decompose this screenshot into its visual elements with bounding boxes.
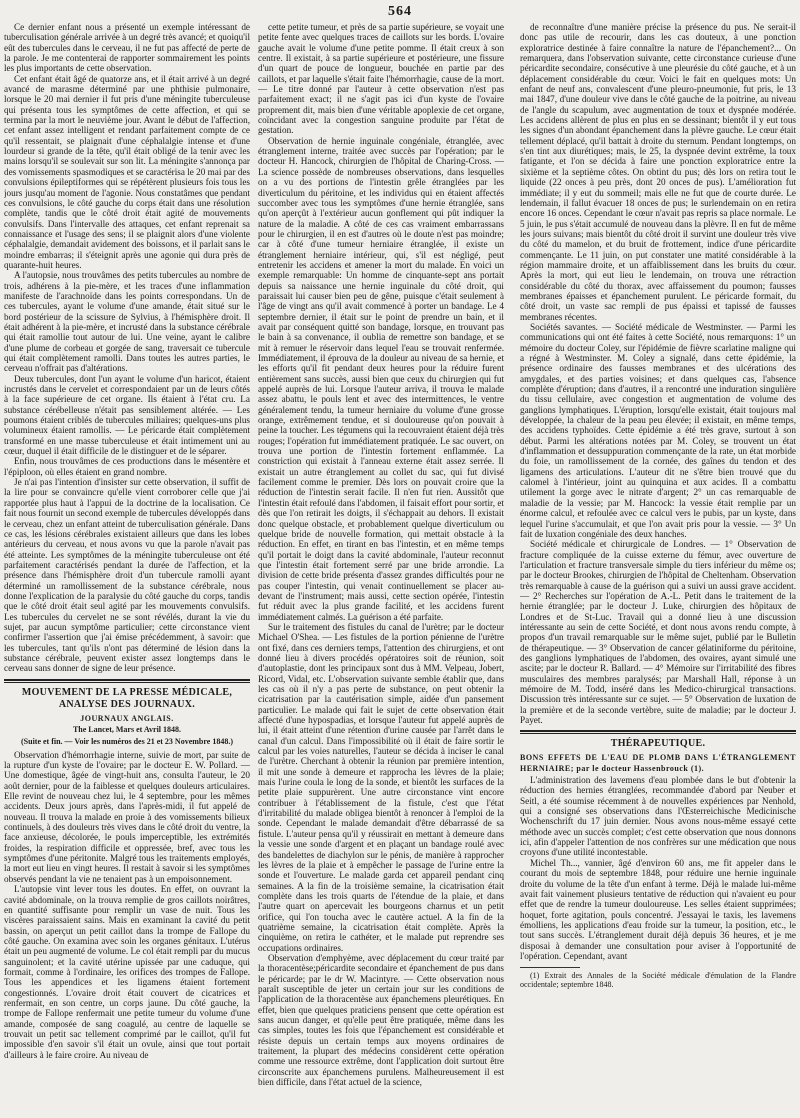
paragraph: Sociétés savantes. — Société médicale de Westminster. — Parmi les communications qui ont été faites à cette Société, nous remarquons: 1° un mémoire du docteur Coley, sur l'épidémie de fièvre scarlatine maligne qui a régné à Westminster. M. Coley a signalé, dans cette épidémie, la présence ordinaire des fausses membranes et des ulcérations des amygdales, et des parties voisines; et dans quelques cas, l'absence complète d'éruption; dans d'autres, il a rencontré une induration singulière du tissu cellulaire, avec congestion et augmentation de volume des ganglions lymphatiques. L'éruption, lorsqu'elle existait, était toujours mal développée, la chaleur de la peau peu élevée; il existait, en même temps, des accidens typhoïdes. Cette épidémie a été très grave, surtout à son début. Parmi les altérations notées par M. Coley, se trouvent un état d'inflammation et dessuppuration commençante de la rate, un état morbide du foie, un ramollissement de la cornée, des gaînes du tendon et des ligamens des articulations. L'auteur dit ne s'être bien trouvé que du calomel à l'intérieur, joint au quinquina et aux acides. Il a combattu utilement la gorge avec le nitrate d'argent; 2° un cas remarquable de maladie de la vessie; par M. Hancock: la vessie était remplie par un énorme calcul, et refoulée avec ce calcul vers le pubis, par un kyste, dans lequel l'urine s'accumulait, et que l'on avait pris pour la vessie. — 3° Un fait de luxation congéniale des deux hanches. (520, 321, 796, 539)
paragraph: Enfin, nous trouvâmes de ces productions dans le mésentère et l'épiploon, où elles étaient en grand nombre. (4, 456, 250, 477)
section-divider (4, 679, 250, 683)
journal-note: (Suite et fin. — Voir les numéros des 21 et 23 Novembre 1848.) (21, 737, 233, 747)
paragraph: Observation d'hémorrhagie interne, suivie de mort, par suite de la rupture d'un kyste de l'ovaire; par le docteur E. W. Pollard. — Une domestique, âgée de vingt-huit ans, consulta l'auteur, le 20 août dernier, pour de la faiblesse et quelques douleurs articulaires. Elle revint de nouveau chez lui, le 4 septembre, pour les mêmes accidents. Deux jours après, dans l'après-midi, il fut appelé de nouveau. Il trouva la malade en proie à des vomissements bilieux continuels, à des douleurs très vives dans le côté droit du ventre, la face anxieuse, décolorée, le pouls imperceptible, les extrémités froides, la respiration difficile et oppressée, bref, avec tous les symptômes d'une péritonite. Malgré tous les traitements employés, la mort eut lieu en vingt heures. Il restait à savoir si les symptômes observés pendant la vie ne tenaient pas à un empoisonnement. (4, 749, 250, 884)
paragraph: Ce dernier enfant nous a présenté un exemple intéressant de tuberculisation générale arrivée à un degré très avancé; et quoiqu'il eût des tubercules dans le cerveau, il ne fut pas affecté de perte de la parole. Je me contenterai de rapporter sommairement les points les plus importants de cette observation. (4, 22, 250, 74)
middle-column (258, 22, 504, 1112)
paragraph: A l'autopsie, nous trouvâmes des petits tubercules au nombre de trois, adhérens à la pie-mère, et les traces d'une inflammation manifeste de l'arachnoïde dans les points correspondans. Un de ces tubercules, ayant le volume d'une amande, était situé sur le bord postérieur de la scissure de Sylvius, à l'hémisphère droit. Il était adhérent à la pie-mère, et incrusté dans la substance cérébrale qui était ramollie tout autour de lui. Une veine, ayant le calibre d'une plume de corbeau et gorgée de sang, traversait ce tubercule qui était complètement ramolli. Dans toutes les autres parties, le cerveau n'offrait pas d'altérations. (4, 270, 250, 374)
section-title: THÉRAPEUTIQUE. (610, 738, 706, 750)
footnote-divider (520, 967, 580, 968)
footnote: (1) Extrait des Annales de la Société médicale d'émulation de la Flandre occidentale; septembre 1848. (520, 971, 796, 990)
paragraph: Cet enfant était âgé de quatorze ans, et il était arrivé à un degré avancé de marasme déterminé par une phthisie pulmonaire, lorsque le 20 mai dernier il fut pris d'une méningite tuberculeuse qui présenta tous les symptômes de cette affection, et qui se termina par la mort le neuvième jour. Avant le début de l'affection, cet enfant assez intelligent et rendant parfaitement compte de ce qu'il ressentait, se plaignait d'une céphalalgie intense et d'une lourdeur si grande de la tête, qu'il était obligé de la tenir avec les mains lorsqu'il se soulevait sur son lit. La méningite s'annonça par des vomissements spasmodiques et se caractérisa le 20 mai par des convulsions épileptiformes qui se répétèrent plusieurs fois tous les jours jusqu'au moment de l'agonie. Nous constatâmes que pendant ces convulsions, le côté gauche du corps était dans une résolution complète, tandis que le côté droit était agité de mouvements convulsifs. Dans l'intervalle des attaques, cet enfant reprenait sa connaissance et l'usage des sens; il se plaignit alors d'une violente céphalalgie, demandait avidement des boissons, et il parlait sans le moindre embarras; il s'éteignit après une agonie qui dura près de quarante-huit heures. (4, 73, 250, 270)
section-divider (520, 730, 796, 734)
paragraph: Observation de hernie inguinale congéniale, étranglée, avec étranglement interne, traitée avec succès par l'opération; par le docteur H. Hancock, chirurgien de l'hôpital de Charing-Cross. — La science possède de nombreuses observations, dans lesquelles on a vu des portions de l'intestin grêle étranglées par les diverticulum du péritoine, et les individus qui en étaient affectés succomber avec tous les symptômes d'une hernie étranglée, sans qu'on aperçût à l'extérieur aucun gonflement qui pût indiquer la nature de la maladie. A côté de ces cas vraiment embarrassans pour le chirurgien, il en est d'autres où le doute n'est pas moindre; car à côté d'une tumeur herniaire étranglée, il existe un étranglement herniaire intérieur, qui, s'il est négligé, peut entretenir les accidens et amener la mort du malade. En voici un exemple remarquable: Un homme de cinquante-sept ans portait depuis sa naissance une hernie inguinale du côté droit, qui paraissait lui causer bien peu de gêne, puisque c'était seulement à l'âge de vingt ans qu'il avait commencé à porter un bandage. Le 4 septembre dernier, il était sur le point de prendre un bain, et il avait par conséquent quitté son bandage, lorsque, en trouvant pas le bain à sa convenance, il oublia de remettre son bandage, et se mit à remuer le réservoir dans lequel l'eau se trouvait renfermée. Immédiatement, il éprouva de la douleur au niveau de sa hernie, et les efforts qu'il fit pendant deux heures pour la réduire furent entièrement sans succès, aussi bien que ceux du chirurgien qui fut appelé auprès de lui. Lorsque l'auteur arriva, il trouva le malade assez abattu, le pouls lent et avec des intermittences, le ventre généralement tendu, la tumeur herniaire du volume d'une grosse orange, extrêmement tendue, et si douloureuse qu'on pouvait à peine la toucher. Les tégumens qui la recouvraient étaient déjà très rouges; l'opération fut immédiatement pratiquée. Le sac ouvert, on trouva une portion de l'intestin fortement enflammée. La constriction qui existait à l'anneau externe était assez serrée. Il existait un autre étranglement au collet du sac, qui fut divisé facilement comme le premier. Dès lors on pouvait croire que la réduction de l'intestin serait facile. Il n'en fut rien. Aussitôt que l'intestin était refoulé dans l'abdomen, il faisait effort pour sortir, et dès que l'on retirait les doigts, il s'échappait au dehors. Il existait donc quelque obstacle, et probablement quelque diverticulum ou quelque bride de nouvelle formation, qui mettait obstacle à la réduction. En effet, en tirant en bas l'intestin, et en même temps qu'il portait le doigt dans la cavité abdominale, l'auteur reconnut que l'intestin était fortement serré par une bride arrondie. La division de cette bride présenta d'assez grandes difficultés pour ne pas couper l'intestin, qui venait continuellement se placer au-devant de l'instrument; mais aussi, cette section opérée, l'intestin fut réduit avec la plus grande facilité, et les accidens furent immédiatement calmés. La guérison a été parfaite. (258, 135, 504, 622)
journal-issue: The Lancet, Mars et Avril 1848. (72, 725, 182, 734)
paragraph: Michel Th..., vannier, âgé d'environ 60 ans, me fit appeler dans le courant du mois de septembre 1848, pour réduire une hernie inguinale droite du volume de la tête d'un enfant à terme. Déjà le malade lui-même avait fait vainement plusieurs tentative de réduction qui n'avaient eu pour effet que de rendre la tumeur douloureuse. Les selles étaient supprimées; hoquet, forte agitation, pouls concentré. J'essayai le taxis, les lavemens émolliens, les applications d'eau froide sur la tumeur, la position, etc., le tout sans succès. L'étranglement durait déjà depuis 36 heures, et je me disposai à demander une consultation pour aviser à l'opportunité de l'opération. Cependant, avant (520, 857, 796, 961)
paragraph: L'administration des lavemens d'eau plombée dans le but d'obtenir la réduction des hernies étranglées, recommandée d'abord par Neuber et Seitl, a été soumise récemment à de nouvelles expériences par Nenhold, qui a consigné ses observations dans l'Œsterreichische Medicinische Wochenschrift du 17 juin dernier. Nous avons nous-même essayé cette méthode avec un succès complet; c'est cette observation que nous donnons ici, afin d'appeler l'attention de nos confrères sur une médication que nous croyons d'une utilité incontestable. (520, 775, 796, 858)
paragraph: L'autopsie vint lever tous les doutes. En effet, on ouvrant la cavité abdominale, on la trouva remplie de gros caillots noirâtres, en quantité suffisante pour remplir un vase de nuit. Tous les viscères paraissaient sains. Mais en examinant la cavité du petit bassin, on aperçut un petit caillot dans la trompe de Fallope du côté gauche. On examina avec soin les organes génitaux. L'utérus était un peu augmenté de volume. Le col était rempli par du mucus sanguinolent; et la cavité utérine upissée par une caduque, qui formait, comme à l'ordinaire, les orifices des trompes de Fallope. Tous les appendices et les ligamens étaient fortement congestionnés. L'ovaire droit était couvert de cicatrices et renfermait, en son centre, un corps jaune. Du côté gauche, la trompe de Fallope renfermait une petite tumeur du volume d'une amande, composée de sang coagulé, au centre de laquelle se trouvait un petit sac tellement comprimé par le caillot, qu'il fut impossible d'en savoir s'il était un ovule, ainsi que tout portait d'ailleurs à le faire croire. Au niveau de (4, 884, 250, 1060)
paragraph: Je n'ai pas l'intention d'insister sur cette observation, il suffit de la lire pour se convaincre qu'elle vient corroborer celle que j'ai rapportée plus haut à l'appui de la doctrine de la localisation. Ce fait nous fournit un second exemple de tubercules développés dans le cerveau, chez un enfant atteint de tuberculisation générale. Dans ce cas, les lésions cérébrales existaient ailleurs que dans les lobes antérieurs du cerveau, et nous avons vu que la parole n'avait pas été atteinte. Les symptômes de la méningite tuberculeuse ont été parfaitement caractérisés pendant la durée de l'affection, et la présence dans l'hémisphère droit d'un tubercule ramolli ayant déterminé un ramollissement de la substance cérébrale, nous donne l'explication de la paralysie du côté gauche du corps, tandis que le côté droit était seul agité par les mouvements convulsifs. Les tubercules du cervelet ne se sont révélés, durant la vie du sujet, par aucun symptôme particulier; cette circonstance vient confirmer l'assertion que j'ai émise précédemment, à savoir: que les tubercules, tant qu'ils n'ont pas déterminé de lésion dans la substance cérébrale, peuvent exister assez longtemps dans le cerveau sans donner de signe de leur présence. (4, 477, 250, 674)
left-column (4, 22, 250, 1112)
journal-heading: JOURNAUX ANGLAIS. (80, 713, 174, 723)
paragraph: cette petite tumeur, et près de sa partie supérieure, se voyait une petite fente avec quelques traces de caillots sur les bords. L'ovaire gauche avait le volume d'une petite pomme. Il était creux à son centre. Il existait, à sa partie supérieure et postérieure, une fissure d'un quart de pouce de longueur, bouchée en partie par des caillots, et par laquelle s'était faite l'hémorrhagie, cause de la mort. — Le titre donné par l'auteur à cette observation n'est pas parfaitement exact; il ne s'agit pas ici d'un kyste de l'ovaire proprement dit, mais bien d'une véritable apoplexie de cet organe, coïncidant avec la congestion sanguine produite par l'état de gestation. (258, 22, 504, 136)
article-title: BONS EFFETS DE L'EAU DE PLOMB DANS L'ÉTRANGLEMENT HERNIAIRE; par le docteur Hassenbrouck (1). (520, 753, 796, 773)
paragraph: Sur le traitement des fistules du canal de l'urètre; par le docteur Michael O'Shea. — Les fistules de la portion pénienne de l'urètre ont fixé, dans ces derniers temps, l'attention des chirurgiens, et ont donné lieu à divers procédés opératoires soit de réunion, soit d'autoplastie, dont les principaux sont dus à MM. Velpeau, Jobert, Ricord, Vidal, etc. L'observation suivante semble établir que, dans les cas où il n'y a pas perte de substance, on peut obtenir la cicatrisation par la cautérisation simple, aidée d'un pansement particulier. Le malade qui fait le sujet de cette observation était affecté d'une hypospadias, et lorsque l'auteur fut appelé auprès de lui, il était atteint d'une rétention d'urine causée par l'arrêt dans le canal d'un calcul. Dans l'impossibilité où il était de faire sortir le calcul par les voies naturelles, l'auteur se décida à inciser le canal de l'urètre. Cherchant à obtenir la réunion par première intention, il mit une sonde à demeure et rapprocha les lèvres de la plaie; mais l'urine coula le long de la sonde, et bientôt les surfaces de la petite plaie suppurèrent. Une autre circonstance vint encore contribuer à l'établissement de la fistule, c'est que l'état d'irritabilité du malade obligea bientôt à renoncer à l'emploi de la sonde. Cependant le malade demandait d'être débarrassé de sa fistule. L'auteur pensa qu'il y réussirait en mettant à demeure dans la vessie une sonde d'argent et en plaçant un bandage roulé avec des bandelettes de diachylon sur le pénis, de manière à rapprocher les lèvres de la plaie et à empêcher le passage de l'urine entre la sonde et l'ouverture. Le malade garda cet appareil pendant cinq semaines. A la fin de la troisième semaine, la cicatrisation était complète dans les trois quarts de l'étendue de la plaie, et dans l'autre quart on apercevait les bourgeons charnus et un petit orifice, qui l'on toucha avec le cautère actuel. A la fin de la quatrième semaine, la cicatrisation était complète. Après la cinquième, on retira le cathéter, et le malade put reprendre ses occupations ordinaires. (258, 621, 504, 953)
page-number: 564 (388, 4, 412, 19)
paragraph: Deux tubercules, dont l'un ayant le volume d'un haricot, étaient incrustés dans le cervelet et correspondaient par un de leurs côtés à la face supérieure de cet organe. Ils étaient à l'état cru. La substance cérébelleuse n'était pas sensiblement altérée. — Les poumons étaient criblés de tubercules miliaires; quelques-uns plus volumineux étaient ramollis. — Le péricarde était complètement transformé en une masse tuberculeuse et était intimement uni au cœur, duquel il était difficile de le distinguer et de le séparer. (4, 373, 250, 457)
paragraph: Société médicale et chirurgicale de Londres. — 1° Observation de fracture compliquée de la cuisse externe du fémur, avec ouverture de l'articulation et fracture transversale simple du tiers inférieur du même os; par le docteur Brookes, chirurgien de l'hôpital de Cheltenham. Observation très remarquable à cause de la guérison qui a suivi un aussi grave accident. — 2° Recherches sur l'opération de A.-L. Petit dans le traitement de la hernie étranglée; par le docteur J. Luke, chirurgien des hôpitaux de Londres et de St-Luc. Travail qui a donné lieu à une discussion intéressante au sein de cette Société, et dont nous avons rendu compte, à propos d'un travail remarquable sur le même sujet, publié par le Bulletin de thérapeutique. — 3° Observation de cancer gélatiniforme du péritoine, des ganglions lymphatiques de l'abdomen, des ovaires, ayant simulé une ascite; par le docteur R. Ballard. — 4° Mémoire sur l'irritabilité des fibres musculaires des membres paralysés; par Marshall Hall, réponse à un mémoire de M. Todd, inséré dans les Medico-chirurgical transactions. Discussion très intéressante sur ce sujet. — 5° Observation de luxation de la première et de la seconde vertèbre, suite de maladie; par le docteur J. Payet. (520, 539, 796, 726)
right-column (520, 22, 796, 1112)
paragraph: Observation d'emphyème, avec déplacement du cœur traité par la thoracentèse;péricardite secondaire et épanchement de pus dans le péricarde; par le dr W. Macintyre. — Cette observation nous paraît susceptible de jeter un certain jour sur les conditions de l'application de la thoracentèse aux épanchemens pleurétiques. En effet, bien que quelques praticiens pensent que cette opération est sans aucun danger, et qu'elle peut être pratiquée, même dans les cas simples, toutes les fois que l'épanchement est considérable et résiste depuis un certain temps aux moyens ordinaires de traitement, la plupart des médecins considèrent cette opération comme une ressource extrême, dont l'application doit surtout être circonscrite aux épanchemens purulens. Malheureusement il est bien difficile, dans l'état actuel de la science, (258, 952, 504, 1088)
section-title: MOUVEMENT DE LA PRESSE MÉDICALE, ANALYSE DES JOURNAUX. (21, 686, 233, 710)
paragraph: de reconnaître d'une manière précise la présence du pus. Ne serait-il donc pas utile de recourir, dans les cas douteux, à une ponction exploratrice destinée à faire connaître la nature de l'épanchement?... On remarquera, dans l'observation suivante, cette circonstance curieuse d'une péricardite secondaire, consécutive à une pleurésie du côté gauche, et à un déplacement considérable du cœur. Voici le fait en quelques mots: Un enfant de neuf ans, convalescent d'une pleuro-pneumonie, fut pris, le 13 mai 1847, d'une douleur vive dans le côté gauche de la poitrine, au niveau de l'angle du scapulum, avec augmentation de toux et dyspnée modérée. Les accidens allèrent de plus en plus en se dessinant; bientôt il y eut tous les signes d'un abondant épanchement dans la plèvre gauche. Le cœur était tellement déplacé, qu'il battait à droite du sternum. Pendant longtemps, on s'en tint aux diurétiques; mais, le 25, la dyspnée devint extrême, la toux fatigante, et l'on se décida à faire une ponction exploratrice entre la sixième et la septième côtes. On obtint du pus; dès lors on retira tout le liquide (22 onces à peu près, dont 20 onces de pus). L'amélioration fut immédiate; il y eut du sommeil; mais elle ne fut que de courte durée. Le lendemain, il fallut évacuer 18 onces de pus; le surlendemain on en retira encore 16 onces. Cependant le cœur n'avait pas repris sa place normale. Le 5 juin, le pus s'était accumulé de nouveau dans la plèvre. Il en fut de même les jours suivans; mais bientôt du côté droit il survint une douleur très vive du côté du mamelon, et du bruit de frottement, indice d'une péricardite commençante. Le 11 juin, on put constater une matité considérable à la région mammaire droite, et un affaiblissement dans les bruits du cœur. Après la mort, qui eut lieu le lendemain, on trouva une rétraction considérable du côté du thorax, avec affaissement du poumon; fausses membranes épaisses et épanchement purulent. Le péricarde formait, du côté droit, un vaste sac rempli de pus épaissi et tapissé de fausses membranes récentes. (520, 22, 796, 322)
